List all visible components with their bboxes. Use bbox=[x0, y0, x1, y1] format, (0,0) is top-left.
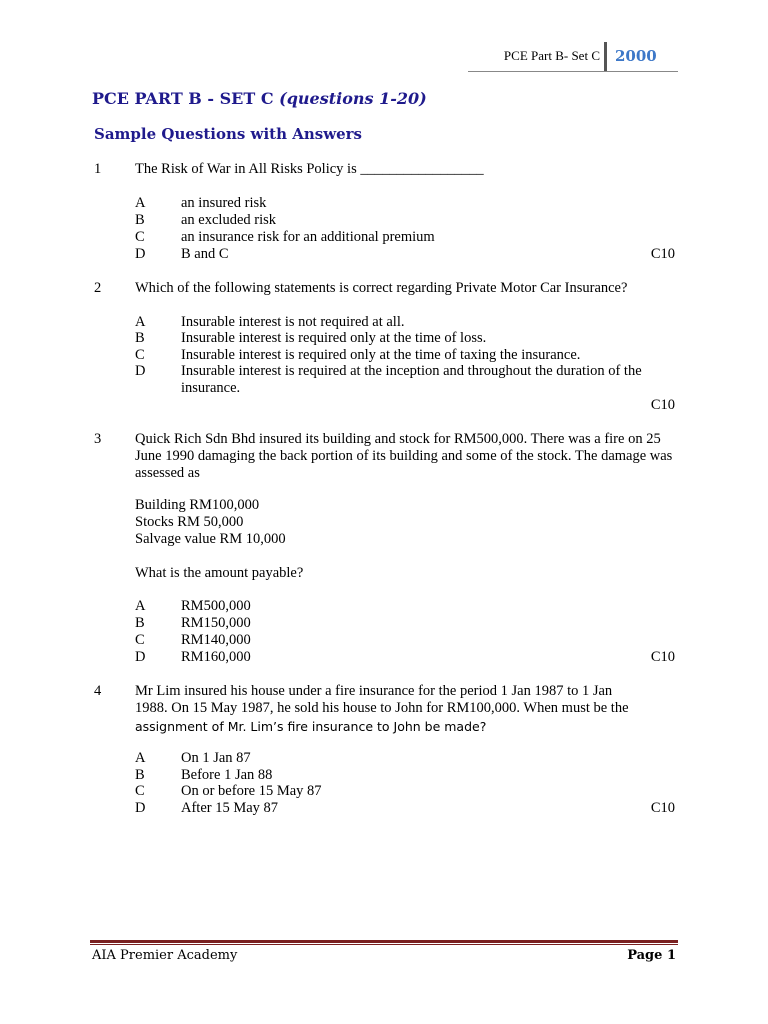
footer-rule-thick bbox=[90, 940, 678, 943]
footer-organization: AIA Premier Academy bbox=[92, 948, 238, 963]
header-rule bbox=[468, 71, 678, 72]
option-text: Before 1 Jan 88 bbox=[181, 767, 273, 783]
option-text: Insurable interest is required at the inception and throughout the duration of the insurance. bbox=[181, 363, 642, 396]
answer-code: C10 bbox=[650, 397, 675, 413]
option-text: an excluded risk bbox=[181, 212, 277, 228]
option-letter: D bbox=[135, 246, 146, 262]
option-letter: D bbox=[135, 649, 146, 665]
option-letter: A bbox=[135, 598, 146, 614]
page-number: Page 1 bbox=[627, 948, 676, 963]
question-number: 1 bbox=[94, 161, 102, 177]
question-prompt: What is the amount payable? bbox=[135, 565, 304, 581]
option-text: an insurance risk for an additional premium bbox=[181, 229, 435, 245]
answer-code: C10 bbox=[650, 649, 675, 665]
option-letter: B bbox=[135, 212, 145, 228]
option-letter: D bbox=[135, 800, 146, 816]
option-letter: B bbox=[135, 615, 145, 631]
option-letter: D bbox=[135, 363, 146, 379]
option-letter: C bbox=[135, 229, 145, 245]
option-letter: A bbox=[135, 195, 146, 211]
option-letter: A bbox=[135, 750, 146, 766]
option-text: RM140,000 bbox=[181, 632, 251, 648]
option-text: an insured risk bbox=[181, 195, 267, 211]
option-letter: C bbox=[135, 632, 145, 648]
question-text: Quick Rich Sdn Bhd insured its building and stock for RM500,000. There was a fire on 25 June 1990 damaging the back portion of its building and some of the stock. The damage was assessed as bbox=[135, 431, 673, 481]
option-letter: B bbox=[135, 767, 145, 783]
option-text: On or before 15 May 87 bbox=[181, 783, 322, 799]
header-year: 2000 bbox=[615, 47, 657, 65]
header-divider bbox=[604, 42, 607, 72]
damage-detail: Building RM100,000 bbox=[135, 497, 260, 513]
document-subtitle: Sample Questions with Answers bbox=[94, 125, 363, 143]
option-text: On 1 Jan 87 bbox=[181, 750, 251, 766]
option-letter: B bbox=[135, 330, 145, 346]
answer-code: C10 bbox=[650, 800, 675, 816]
option-text: After 15 May 87 bbox=[181, 800, 279, 816]
option-text: Insurable interest is required only at the time of loss. bbox=[181, 330, 487, 346]
question-text: The Risk of War in All Risks Policy is _________________ bbox=[135, 161, 484, 177]
question-text: Mr Lim insured his house under a fire insurance for the period 1 Jan 1987 to 1 Jan bbox=[135, 683, 613, 699]
question-number: 4 bbox=[94, 683, 102, 699]
option-text: Insurable interest is not required at all. bbox=[181, 314, 405, 330]
question-text: 1988. On 15 May 1987, he sold his house to John for RM100,000. When must be the bbox=[135, 700, 629, 716]
damage-detail: Stocks RM 50,000 bbox=[135, 514, 244, 530]
header-title: PCE Part B- Set C bbox=[503, 48, 600, 63]
damage-detail: Salvage value RM 10,000 bbox=[135, 531, 286, 547]
question-number: 2 bbox=[94, 280, 102, 296]
question-number: 3 bbox=[94, 431, 102, 447]
option-letter: C bbox=[135, 783, 145, 799]
option-text: RM150,000 bbox=[181, 615, 251, 631]
option-text: RM160,000 bbox=[181, 649, 251, 665]
option-letter: C bbox=[135, 347, 145, 363]
answer-code: C10 bbox=[650, 246, 675, 262]
document-title-range: (questions 1-20) bbox=[279, 89, 427, 108]
footer-rule-thin bbox=[90, 944, 678, 945]
option-text: RM500,000 bbox=[181, 598, 251, 614]
question-text: assignment of Mr. Lim’s fire insurance to John be made? bbox=[135, 719, 487, 734]
question-text: Which of the following statements is correct regarding Private Motor Car Insurance? bbox=[135, 280, 628, 296]
option-text: B and C bbox=[181, 246, 229, 262]
option-text: Insurable interest is required only at the time of taxing the insurance. bbox=[181, 347, 581, 363]
option-letter: A bbox=[135, 314, 146, 330]
document-title-main: PCE PART B - SET C bbox=[92, 89, 280, 108]
document-title bbox=[92, 89, 427, 108]
